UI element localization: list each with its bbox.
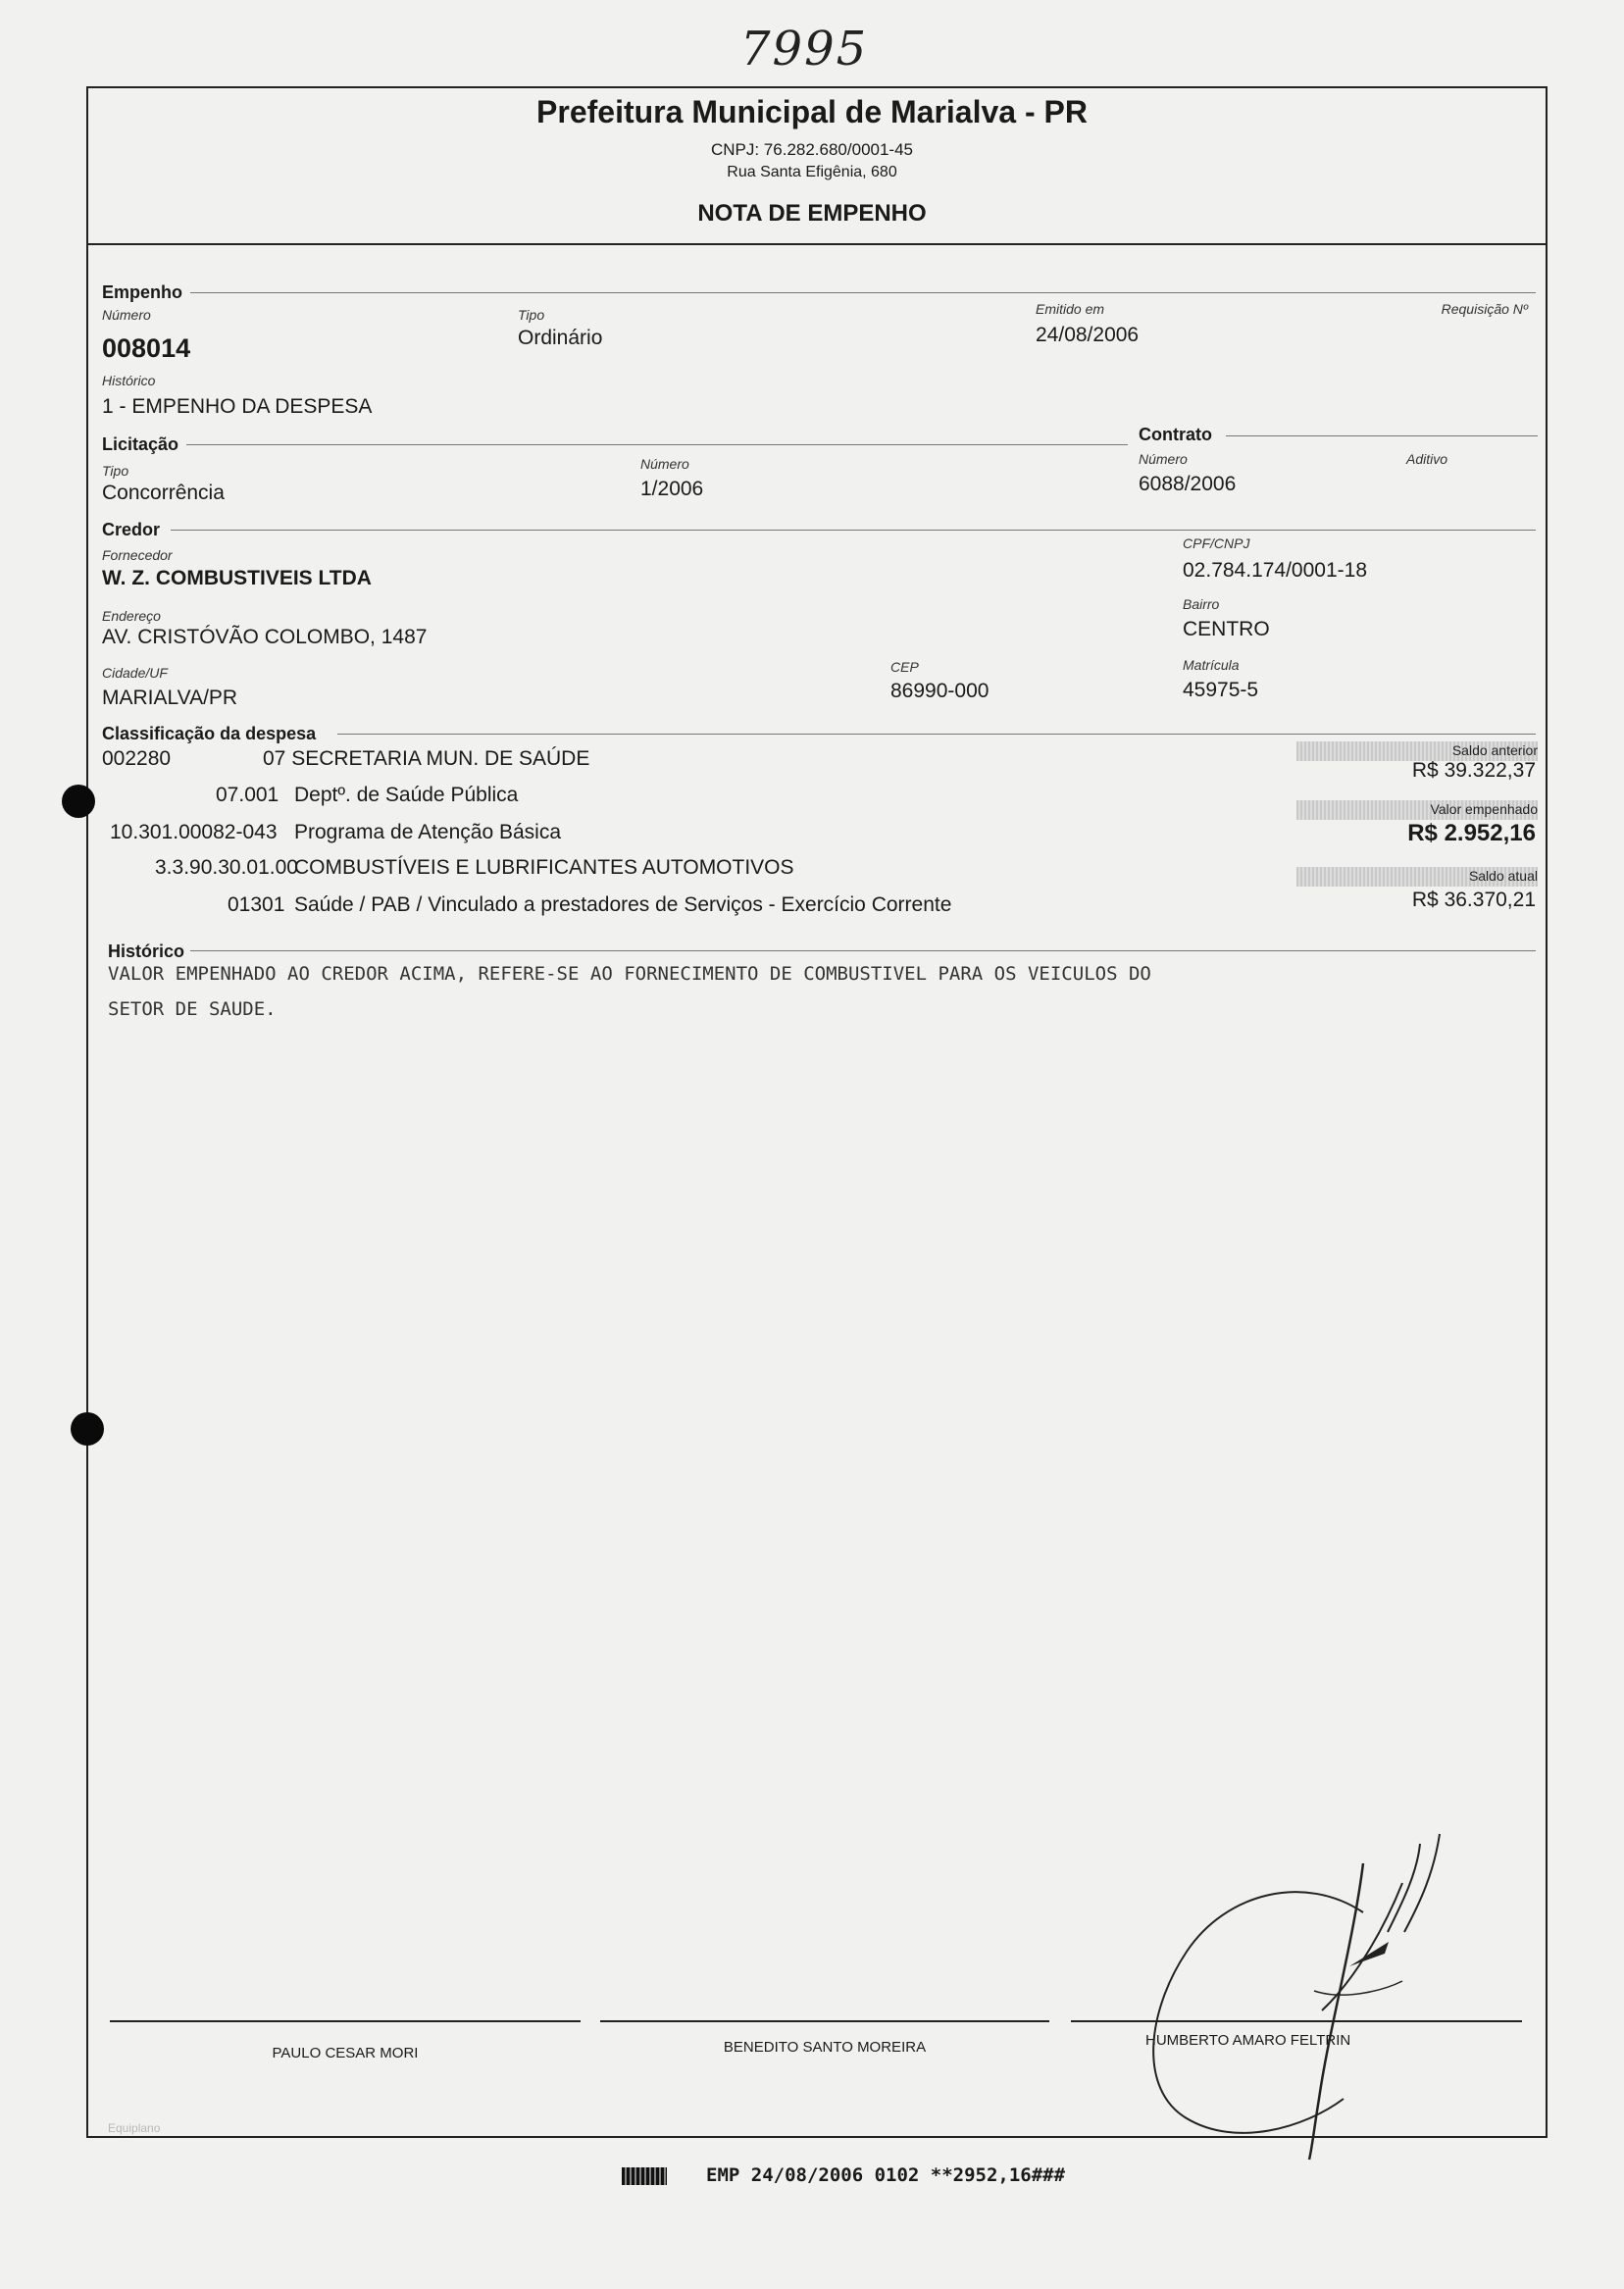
credor-cpf-label: CPF/CNPJ [1183, 535, 1250, 551]
licitacao-section-label: Licitação [102, 434, 179, 454]
credor-cidade-value: MARIALVA/PR [102, 687, 238, 709]
valor-empenhado-bar [1296, 800, 1538, 820]
classificacao-text: Saúde / PAB / Vinculado a prestadores de Serviços - Exercício Corrente [294, 893, 952, 916]
barcode-mark [622, 2167, 667, 2185]
credor-endereco-label: Endereço [102, 608, 161, 624]
credor-bairro-value: CENTRO [1183, 618, 1270, 640]
classificacao-text: COMBUSTÍVEIS E LUBRIFICANTES AUTOMOTIVOS [294, 856, 794, 879]
header-address: Rua Santa Efigênia, 680 [727, 164, 897, 180]
handwritten-number: 7995 [740, 22, 869, 76]
contrato-numero-label: Número [1139, 451, 1188, 467]
classificacao-text: Programa de Atenção Básica [294, 821, 561, 843]
classificacao-rule [337, 734, 1536, 735]
document-type-title: NOTA DE EMPENHO [697, 200, 927, 227]
saldo-anterior-value: R$ 39.322,37 [1411, 759, 1536, 782]
empenho-numero-label: Número [102, 307, 151, 323]
saldo-atual-label: Saldo atual [1468, 868, 1538, 884]
licitacao-numero-value: 1/2006 [640, 478, 704, 500]
credor-matricula-label: Matrícula [1183, 657, 1240, 673]
empenho-tipo-label: Tipo [518, 307, 545, 323]
credor-endereco-value: AV. CRISTÓVÃO COLOMBO, 1487 [102, 626, 428, 648]
credor-cidade-label: Cidade/UF [102, 665, 168, 681]
signature-name-3: HUMBERTO AMARO FELTRIN [1145, 2032, 1351, 2049]
header-divider [86, 243, 1548, 245]
licitacao-rule [186, 444, 1128, 445]
classificacao-code: 002280 [102, 747, 172, 770]
contrato-rule [1226, 435, 1538, 436]
empenho-tipo-value: Ordinário [518, 327, 603, 349]
empenho-section-label: Empenho [102, 282, 183, 302]
signature-name-2: BENEDITO SANTO MOREIRA [723, 2039, 927, 2056]
licitacao-tipo-value: Concorrência [102, 482, 225, 504]
classificacao-section-label: Classificação da despesa [102, 724, 317, 743]
licitacao-tipo-label: Tipo [102, 463, 129, 479]
historico-text-line-2: SETOR DE SAUDE. [108, 998, 277, 1020]
classificacao-code: 10.301.00082-043 [110, 821, 278, 843]
software-footer: Equiplano [108, 2121, 161, 2135]
empenho-emitido-label: Emitido em [1036, 301, 1105, 317]
credor-section-label: Credor [102, 520, 161, 539]
validation-stamp: EMP 24/08/2006 0102 **2952,16### [706, 2164, 1066, 2186]
empenho-historico-value: 1 - EMPENHO DA DESPESA [102, 395, 373, 418]
handwritten-signature [1108, 1805, 1559, 2167]
historico-section-label: Histórico [108, 941, 185, 961]
credor-bairro-label: Bairro [1183, 596, 1220, 612]
empenho-historico-label: Histórico [102, 373, 156, 388]
header-cnpj: CNPJ: 76.282.680/0001-45 [710, 140, 914, 159]
classificacao-text: 07 SECRETARIA MUN. DE SAÚDE [263, 747, 590, 770]
empenho-emitido-value: 24/08/2006 [1036, 324, 1140, 346]
hole-punch-mark [62, 785, 95, 818]
signature-line-1 [110, 2020, 581, 2022]
licitacao-numero-label: Número [640, 456, 689, 472]
credor-cep-value: 86990-000 [890, 680, 990, 702]
credor-matricula-value: 45975-5 [1183, 679, 1259, 701]
classificacao-code: 07.001 [216, 784, 279, 806]
hole-punch-mark [71, 1412, 104, 1446]
valor-empenhado-label: Valor empenhado [1430, 801, 1538, 817]
saldo-atual-bar [1296, 867, 1538, 887]
credor-fornecedor-value: W. Z. COMBUSTIVEIS LTDA [102, 567, 372, 589]
contrato-aditivo-label: Aditivo [1406, 451, 1448, 467]
credor-rule [171, 530, 1536, 531]
classificacao-text: Deptº. de Saúde Pública [294, 784, 519, 806]
signature-name-1: PAULO CESAR MORI [272, 2045, 419, 2061]
saldo-anterior-bar [1296, 741, 1538, 761]
historico-text-line-1: VALOR EMPENHADO AO CREDOR ACIMA, REFERE-SE AO FORNECIMENTO DE COMBUSTIVEL PARA OS VEICULOS DO [108, 963, 1151, 985]
classificacao-code: 3.3.90.30.01.00 [155, 856, 298, 879]
classificacao-code: 01301 [228, 893, 285, 916]
credor-cep-label: CEP [890, 659, 919, 675]
signature-line-2 [600, 2020, 1049, 2022]
contrato-section-label: Contrato [1139, 425, 1212, 444]
saldo-anterior-label: Saldo anterior [1451, 742, 1538, 758]
saldo-atual-value: R$ 36.370,21 [1411, 889, 1536, 911]
valor-empenhado-value: R$ 2.952,16 [1407, 820, 1536, 846]
contrato-numero-value: 6088/2006 [1139, 473, 1237, 495]
historico-rule [190, 950, 1536, 951]
empenho-numero-value: 008014 [102, 333, 191, 363]
page-title: Prefeitura Municipal de Marialva - PR [536, 94, 1088, 129]
empenho-rule [190, 292, 1536, 293]
credor-cpf-value: 02.784.174/0001-18 [1183, 559, 1368, 582]
credor-fornecedor-label: Fornecedor [102, 547, 173, 563]
empenho-requisicao-label: Requisição Nº [1441, 301, 1528, 317]
